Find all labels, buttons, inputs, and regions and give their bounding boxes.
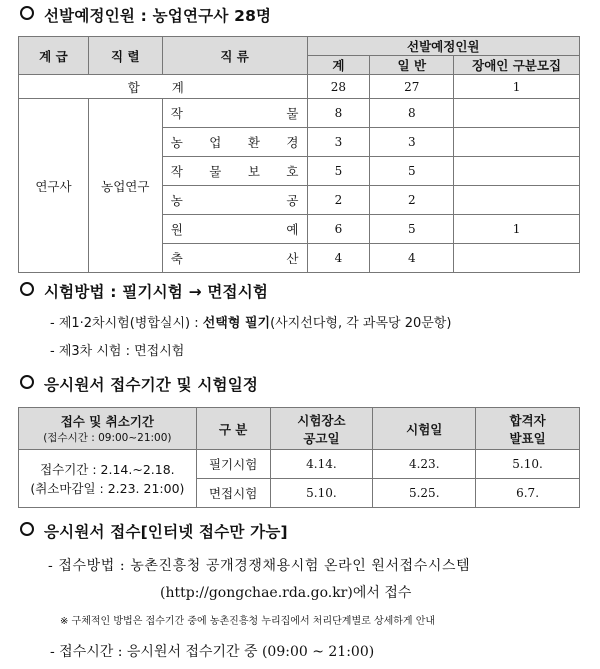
header-general: 일 반 [370,56,454,75]
row-total: 5 [307,157,370,186]
header-disabled: 장애인 구분모집 [454,56,580,75]
sum-general: 27 [370,75,454,99]
row-general: 2 [370,186,454,215]
row-disabled [454,99,580,128]
sum-total: 28 [307,75,370,99]
schedule-place: 4.14. [270,450,373,479]
class-cell: 농 공 [162,186,307,215]
schedule-type: 필기시험 [196,450,270,479]
application-method-line: - 접수방법 : 농촌진흥청 공개경쟁채용시험 온라인 원서접수시스템 [48,558,471,574]
schedule-table [18,407,580,508]
row-total: 3 [307,128,370,157]
class-cell: 원 예 [162,215,307,244]
row-total: 4 [307,244,370,273]
header-recruit-group: 선발예정인원 [307,37,580,56]
circle-bullet-icon [20,282,34,296]
row-general: 3 [370,128,454,157]
period-cell: 접수기간 : 2.14.~2.18. (취소마감일 : 2.23. 21:00) [19,450,197,508]
header-exam-date: 시험일 [373,408,476,450]
row-total: 6 [307,215,370,244]
row-total: 2 [307,186,370,215]
row-disabled [454,186,580,215]
header-place-notice: 시험장소 공고일 [270,408,373,450]
schedule-place: 5.10. [270,479,373,508]
schedule-date: 4.23. [373,450,476,479]
schedule-date: 5.25. [373,479,476,508]
exam-method-line-1: - 제1·2차시험(병합실시) : 선택형 필기(사지선다형, 각 과목당 20문항) [50,316,452,331]
row-general: 8 [370,99,454,128]
sum-disabled: 1 [454,75,580,99]
header-period: 접수 및 취소기간 (접수시간 : 09:00~21:00) [19,408,197,450]
row-general: 4 [370,244,454,273]
grade-cell: 연구사 [19,99,89,273]
schedule-result: 6.7. [476,479,580,508]
header-grade: 계 급 [19,37,89,75]
class-cell: 작 물 [162,99,307,128]
circle-bullet-icon [20,375,34,389]
sum-label: 합 계 [19,75,308,99]
row-disabled [454,128,580,157]
series-cell: 농업연구 [88,99,162,273]
header-result-date: 합격자 발표일 [476,408,580,450]
row-disabled: 1 [454,215,580,244]
class-cell: 작 물 보 호 [162,157,307,186]
row-disabled [454,244,580,273]
row-general: 5 [370,157,454,186]
row-disabled [454,157,580,186]
application-note: ※ 구체적인 방법은 접수기간 중에 농촌진흥청 누리집에서 처리단계별로 상세하게 안내 [60,616,436,627]
section-title-exam-method: 시험방법 : 필기시험 → 면접시험 [20,280,268,302]
circle-bullet-icon [20,522,34,536]
row-general: 5 [370,215,454,244]
header-type: 구 분 [196,408,270,450]
section-title-application: 응시원서 접수[인터넷 접수만 가능] [20,520,288,542]
section-title-recruitment: 선발예정인원 : 농업연구사 28명 [20,4,271,26]
header-total: 계 [307,56,370,75]
application-time-line: - 접수시간 : 응시원서 접수기간 중 (09:00 ~ 21:00) [50,644,375,660]
recruitment-table [18,36,580,273]
header-series: 직 렬 [88,37,162,75]
section-title-schedule: 응시원서 접수기간 및 시험일정 [20,373,258,395]
circle-bullet-icon [20,6,34,20]
exam-method-line-2: - 제3차 시험 : 면접시험 [50,344,185,359]
application-url-line[interactable]: (http://gongchae.rda.go.kr)에서 접수 [160,585,412,601]
schedule-result: 5.10. [476,450,580,479]
class-cell: 축 산 [162,244,307,273]
row-total: 8 [307,99,370,128]
class-cell: 농 업 환 경 [162,128,307,157]
header-class: 직 류 [162,37,307,75]
schedule-type: 면접시험 [196,479,270,508]
